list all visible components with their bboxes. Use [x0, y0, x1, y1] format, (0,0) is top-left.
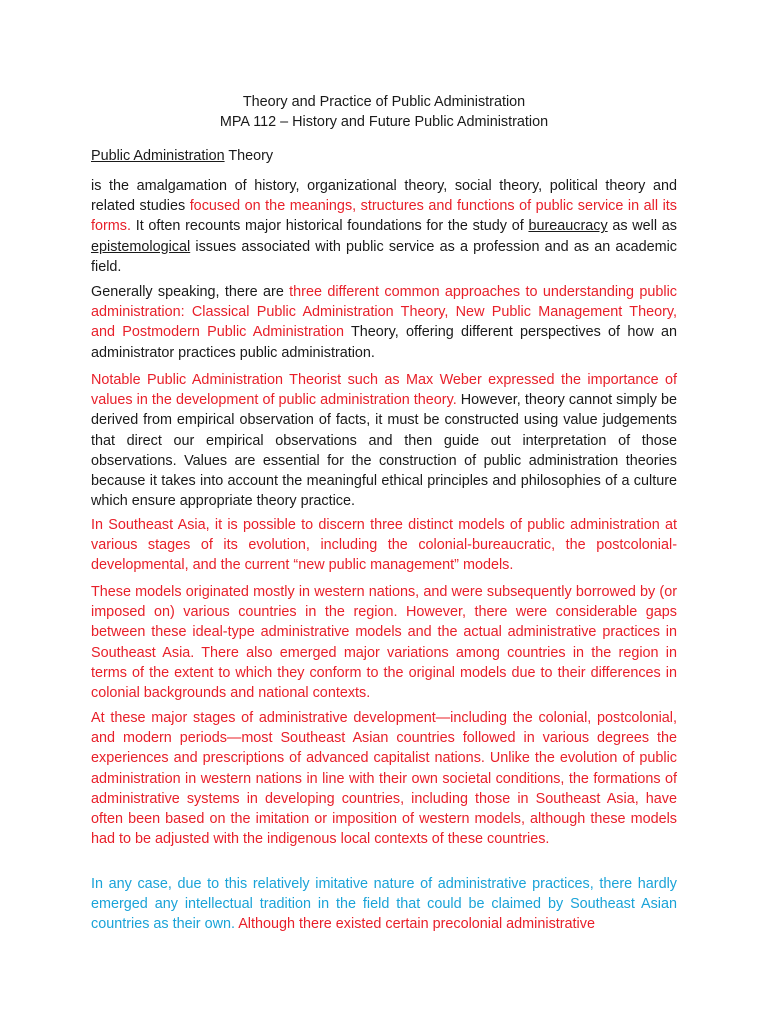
heading-rest: Theory: [224, 148, 274, 164]
bureaucracy-term: bureaucracy: [528, 218, 608, 235]
heading-term: Public Administration: [91, 148, 225, 164]
paragraph-3: [91, 370, 677, 511]
epistemological-term: epistemological: [91, 238, 191, 255]
p1-highlight: focused on the meanings, structures and functions of public service in all its forms.: [91, 198, 677, 235]
paragraph-2: [91, 282, 677, 363]
p1-text-e: as well as: [607, 218, 677, 235]
paragraph-1: [91, 176, 677, 277]
p7-highlight: In any case, due to this relatively imitative nature of administrative practices, there hardly emerged any intellectual tradition in the field that could be claimed by Southeast Asian countries as their own.: [91, 876, 677, 933]
p1-text-g: issues associated with public service as a profession and as an academic field.: [91, 238, 677, 275]
paragraph-4: In Southeast Asia, it is possible to discern three distinct models of public administration at various stages of its evolution, including the colonial-bureaucratic, the postcolonial-developmental, and the current “new public management” models.: [91, 517, 677, 574]
p3-text-b: However, theory cannot simply be derived from empirical observation of facts, it must be constructed using value judgements that direct our empirical observations and then guide out interpretation of those observations. Values are essential for the construction of public administration theories because it takes into account the meaningful ethical principles and philosophies of a culture which ensure appropriate theory practice.: [91, 392, 677, 510]
title-line-1: Theory and Practice of Public Administration: [242, 94, 526, 110]
p1-text-a: is the amalgamation of history, organizational theory, social theory, political theory and related studies: [91, 178, 677, 215]
p7-text-b: Although there existed certain precolonial administrative: [234, 916, 595, 933]
p2-highlight: three different common approaches to understanding public administration: Classical Public Administration Theory, New Public Management Theory, and Postmodern Public Administration: [91, 284, 677, 341]
paragraph-5: These models originated mostly in western nations, and were subsequently borrowed by (or imposed on) various countries in the region. However, there were considerable gaps between these ideal-type administrative models and the actual administrative practices in Southeast Asia. There also emerged major variations among countries in the region in terms of the extent to which they conform to the original models due to their differences in colonial backgrounds and national contexts.: [91, 584, 677, 702]
p2-text-a: Generally speaking, there are: [91, 284, 290, 300]
title-line-2: MPA 112 – History and Future Public Administration: [219, 114, 549, 130]
document-title: [0, 92, 768, 132]
p1-text-c: It often recounts major historical foundations for the study of: [130, 218, 529, 235]
paragraph-7: [91, 874, 677, 935]
p3-highlight: Notable Public Administration Theorist such as Max Weber expressed the importance of values in the development of public administration theory.: [91, 372, 677, 409]
section-heading: [91, 146, 273, 166]
p2-text-c: Theory, offering different perspectives of how an administrator practices public administration.: [91, 324, 677, 361]
paragraph-6: At these major stages of administrative development—including the colonial, postcolonial, and modern periods—most Southeast Asian countries followed in various degrees the experiences and prescriptions of advanced capitalist nations. Unlike the evolution of public administration in western nations in line with their own societal conditions, the formations of administrative systems in developing countries, including those in Southeast Asia, have often been based on the imitation or imposition of western models, although these models had to be adjusted with the indigenous local contexts of these countries.: [91, 710, 677, 848]
